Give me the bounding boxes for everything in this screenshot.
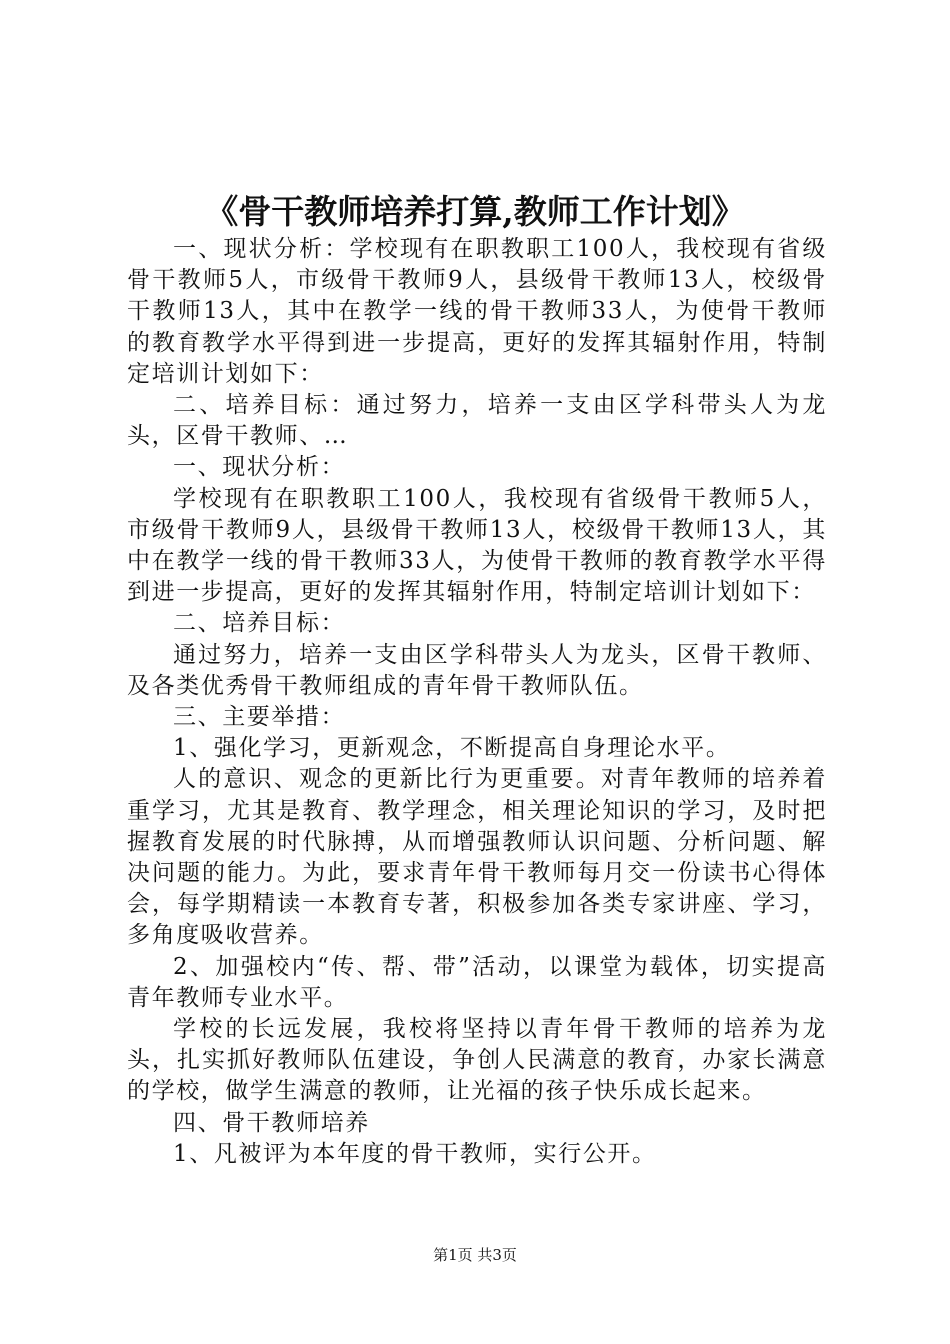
section-heading-status: 一、现状分析： <box>173 454 346 481</box>
section-heading-training: 四、骨干教师培养 <box>173 1109 370 1136</box>
measure-1-heading: 1、强化学习，更新观念，不断提高自身理论水平。 <box>173 735 731 762</box>
measure-2-heading: 2、加强校内“传、帮、带”活动，以课堂为载体，切实提高青年教师专业水平。 <box>127 953 827 1011</box>
paragraph-status: 学校现有在职教职工100人，我校现有省级骨干教师5人，市级骨干教师9人，县级骨干教师13人，校级骨干教师13人，其中在教学一线的骨干教师33人，为使骨干教师的教育教学水平得到进一步提高，更好的发挥其辐射作用，特制定培训计划如下： <box>127 485 827 606</box>
paragraph-goal-summary: 二、培养目标：通过努力，培养一支由区学科带头人为龙头，区骨干教师、… <box>127 392 827 450</box>
document-body <box>127 234 827 1170</box>
document-title: 《骨干教师培养打算,教师工作计划》 <box>205 192 745 231</box>
training-item-1: 1、凡被评为本年度的骨干教师，实行公开。 <box>173 1140 657 1167</box>
paragraph-status-summary: 一、现状分析：学校现有在职教职工100人，我校现有省级骨干教师5人，市级骨干教师9人，县级骨干教师13人，校级骨干教师13人，其中在教学一线的骨干教师33人，为使骨干教师的教育教学水平得到进一步提高，更好的发挥其辐射作用，特制定培训计划如下： <box>127 236 827 387</box>
paragraph-goal: 通过努力，培养一支由区学科带头人为龙头，区骨干教师、及各类优秀骨干教师组成的青年骨干教师队伍。 <box>127 641 827 699</box>
page-number-footer: 第1页 共3页 <box>433 1246 517 1264</box>
paragraph-measure-1: 人的意识、观念的更新比行为更重要。对青年教师的培养着重学习，尤其是教育、教学理念，相关理论知识的学习，及时把握教育发展的时代脉搏，从而增强教师认识问题、分析问题、解决问题的能力。为此，要求青年骨干教师每月交一份读书心得体会，每学期精读一本教育专著，积极参加各类专家讲座、学习，多角度吸收营养。 <box>127 766 827 949</box>
paragraph-development: 学校的长远发展，我校将坚持以青年骨干教师的培养为龙头，扎实抓好教师队伍建设，争创人民满意的教育，办家长满意的学校，做学生满意的教师，让光福的孩子快乐成长起来。 <box>127 1016 827 1105</box>
section-heading-measures: 三、主要举措： <box>173 704 346 731</box>
section-heading-goal: 二、培养目标： <box>173 610 346 637</box>
